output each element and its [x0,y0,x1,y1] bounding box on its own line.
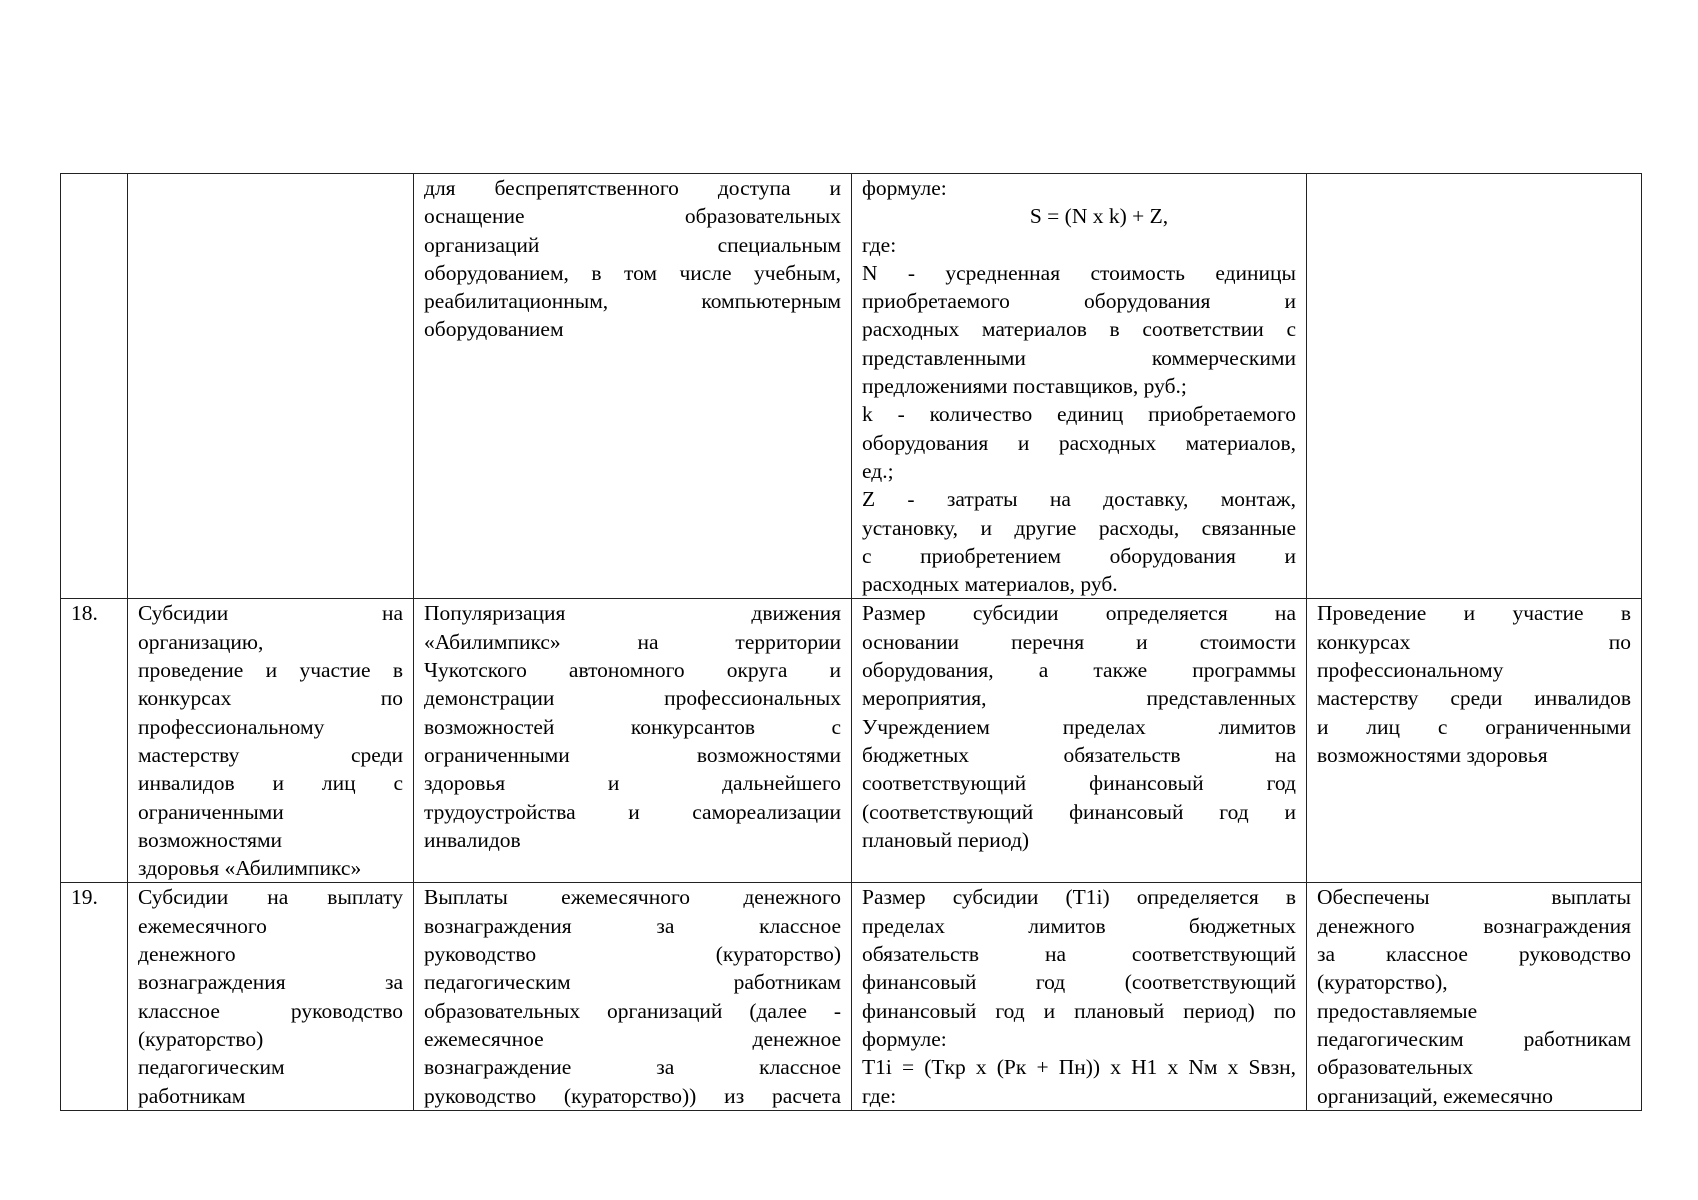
purpose-cell [414,599,852,883]
text-line: вознаграждения за [138,970,403,995]
text-line: установку, и другие расходы, связанные [862,515,1296,540]
text-line: педагогическим работникам [424,970,841,995]
text-line: k - количество единиц приобретаемого [862,402,1296,427]
text-line: образовательных организаций (далее - [424,998,841,1023]
text-line: (соответствующий финансовый год и [862,799,1296,824]
table-row [61,883,1642,1111]
text-line: Субсидии на выплату [138,885,403,910]
text-line: ежемесячное денежное [424,1026,841,1051]
row-number: 18. [61,599,128,883]
formula: S = (N x k) + Z, [1029,204,1169,229]
text-line: приобретаемого оборудования и [862,289,1296,314]
text-line: денежного вознаграждения [1317,913,1631,938]
text-line: Размер субсидии определяется на [862,601,1296,626]
calculation-cell [852,174,1307,599]
subsidy-name-cell [128,174,414,599]
text-line: предоставляемые [1317,998,1478,1023]
text-line: Популяризация движения [424,601,841,626]
text-line: где: [862,232,897,257]
text-line: возможностями здоровья [1317,742,1548,767]
text-line: профессиональному [1317,658,1504,683]
subsidy-name-cell [128,599,414,883]
text-line: для беспрепятственного доступа и [424,176,841,200]
text-line: педагогическим работникам [1317,1026,1631,1051]
text-line: ограниченными возможностями [424,742,841,767]
text-line: педагогическим [138,1055,285,1080]
text-line: Размер субсидии (T1i) определяется в [862,885,1296,910]
subsidy-name-cell [128,883,414,1111]
text-line: пределах лимитов бюджетных [862,913,1296,938]
text-line: оборудованием [424,317,564,342]
text-line: и лиц с ограниченными [1317,714,1631,739]
text-line: организаций, ежемесячно [1317,1083,1554,1108]
text-line: «Абилимпикс» на территории [424,629,841,654]
result-cell [1307,599,1642,883]
text-line: трудоустройства и самореализации [424,799,841,824]
result-cell [1307,174,1642,599]
text-line: руководство (кураторство)) из расчета [424,1083,841,1108]
text-line: соответствующий финансовый год [862,771,1296,796]
text-line: с приобретением оборудования и [862,543,1296,568]
text-line: оборудованием, в том числе учебным, [424,260,841,285]
text-line: (кураторство), [1317,970,1448,995]
table-row [61,174,1642,599]
text-line: конкурсах по [138,686,403,711]
text-line: формуле: [862,176,947,200]
text-line: мастерству среди [138,742,403,767]
text-line: Учреждением пределах лимитов [862,714,1296,739]
text-line: Z - затраты на доставку, монтаж, [862,487,1296,512]
text-line: оснащение образовательных [424,204,841,229]
row-number: 19. [61,883,128,1111]
text-line: оборудования и расходных материалов, [862,430,1296,455]
calculation-cell [852,883,1307,1111]
text-line: ограниченными [138,799,284,824]
text-line: организацию, [138,629,264,654]
text-line: классное руководство [138,998,403,1023]
text-line: N - усредненная стоимость единицы [862,260,1296,285]
purpose-cell [414,883,852,1111]
text-line: представленными коммерческими [862,345,1296,370]
text-line: предложениями поставщиков, руб.; [862,374,1187,399]
text-line: мастерству среди инвалидов [1317,686,1631,711]
text-line: проведение и участие в [138,658,403,683]
row-number [61,174,128,599]
text-line: организаций специальным [424,232,841,257]
result-cell [1307,883,1642,1111]
table-row [61,599,1642,883]
text-line: финансовый год (соответствующий [862,970,1296,995]
text-line: Чукотского автономного округа и [424,658,841,683]
text-line: за классное руководство [1317,942,1631,967]
subsidy-table [60,173,1642,1111]
text-line: вознаграждение за классное [424,1055,841,1080]
formula: T1i = (Tкр x (Pк + Пн)) x H1 x Nм x Sвзн, [862,1055,1296,1080]
text-line: Субсидии на [138,601,403,626]
text-line: ед.; [862,458,894,483]
text-line: конкурсах по [1317,629,1631,654]
purpose-cell [414,174,852,599]
text-line: руководство (кураторство) [424,942,841,967]
text-line: возможностями [138,827,283,852]
text-line: расходных материалов, руб. [862,572,1118,597]
text-line: здоровья и дальнейшего [424,771,841,796]
text-line: основании перечня и стоимости [862,629,1296,654]
text-line: ежемесячного [138,913,267,938]
text-line: (кураторство) [138,1026,264,1051]
text-line: вознаграждения за классное [424,913,841,938]
text-line: финансовый год и плановый период) по [862,998,1296,1023]
text-line: оборудования, а также программы [862,658,1296,683]
text-line: инвалидов и лиц с [138,771,403,796]
text-line: денежного [138,942,236,967]
text-line: Выплаты ежемесячного денежного [424,885,841,910]
text-line: формуле: [862,1026,947,1051]
text-line: обязательств на соответствующий [862,942,1296,967]
text-line: Обеспечены выплаты [1317,885,1631,910]
text-line: плановый период) [862,827,1030,852]
text-line: бюджетных обязательств на [862,742,1296,767]
calculation-cell [852,599,1307,883]
text-line: здоровья «Абилимпикс» [138,856,362,881]
text-line: Проведение и участие в [1317,601,1631,626]
text-line: профессиональному [138,714,325,739]
text-line: возможностей конкурсантов с [424,714,841,739]
text-line: инвалидов [424,827,521,852]
text-line: демонстрации профессиональных [424,686,841,711]
text-line: расходных материалов в соответствии с [862,317,1296,342]
text-line: образовательных [1317,1055,1474,1080]
text-line: мероприятия, представленных [862,686,1296,711]
text-line: где: [862,1083,897,1108]
text-line: работникам [138,1083,246,1108]
text-line: реабилитационным, компьютерным [424,289,841,314]
